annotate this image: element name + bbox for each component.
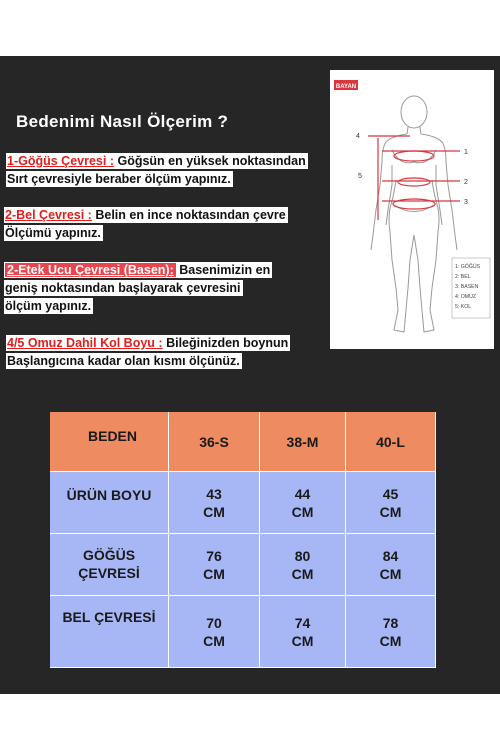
instruction-2-text-1: Belin en ince noktasından çevre	[95, 208, 286, 222]
cell-value: 80	[294, 547, 311, 564]
table-cell	[260, 534, 346, 596]
legend-item-3: 3: BASEN	[455, 284, 479, 290]
page-title: Bedenimi Nasıl Ölçerim ?	[16, 112, 229, 131]
cell-unit: CM	[291, 503, 314, 520]
cell-unit: CM	[379, 503, 402, 520]
instruction-2-label: 2-Bel Çevresi :	[5, 208, 92, 222]
badge-text: BAYAN	[335, 84, 357, 90]
cell-value: 84	[382, 547, 399, 564]
row-label-line-1: GÖĞÜS	[82, 547, 136, 563]
table-cell	[169, 472, 260, 534]
body-measurement-figure	[330, 70, 494, 349]
marker-2: 2	[464, 179, 468, 186]
instruction-1-label: 1-Göğüs Çevresi :	[7, 154, 114, 168]
table-cell	[346, 472, 436, 534]
cell-unit: CM	[379, 565, 402, 582]
size-table	[50, 412, 436, 668]
instruction-4-line-1	[6, 335, 290, 351]
marker-5: 5	[358, 173, 362, 180]
instruction-1-text-1: Göğsün en yüksek noktasından	[117, 154, 306, 168]
row-label-gogus-cevresi	[50, 534, 169, 596]
row-label-urun-boyu: ÜRÜN BOYU	[50, 472, 169, 534]
waist-ring	[398, 178, 430, 186]
header-size-38-m: 38-M	[260, 412, 346, 472]
table-cell	[260, 472, 346, 534]
cell-value: 43	[206, 485, 222, 502]
table-cell	[346, 596, 436, 668]
instruction-3-text-1: Basenimizin en	[179, 263, 271, 277]
header-size-36-s: 36-S	[169, 412, 260, 472]
instruction-2-text-2: Ölçümü yapınız.	[5, 226, 101, 240]
cell-unit: CM	[291, 632, 314, 649]
marker-3: 3	[464, 199, 468, 206]
legend-item-1: 1: GÖĞÜS	[455, 264, 481, 270]
table-cell	[260, 596, 346, 668]
instruction-3-line-1	[4, 262, 272, 278]
cell-value: 74	[294, 614, 311, 631]
legend-item-2: 2: BEL	[455, 274, 471, 280]
arm-inner	[386, 165, 442, 225]
marker-4: 4	[356, 133, 360, 140]
right-leg-outline	[414, 180, 439, 332]
table-cell	[346, 534, 436, 596]
marker-1: 1	[464, 149, 468, 156]
instruction-1-line-1	[6, 153, 308, 169]
instruction-2-line-1	[4, 207, 288, 223]
chest-ring	[394, 151, 434, 161]
instruction-4-text-2: Başlangıcına kadar olan kısmı ölçünüz.	[7, 354, 240, 368]
table-cell	[169, 534, 260, 596]
cell-value: 76	[206, 547, 222, 564]
cell-unit: CM	[203, 503, 225, 520]
cell-unit: CM	[203, 565, 225, 582]
instruction-3-label: 2-Etek Ucu Çevresi (Basen):	[7, 263, 174, 277]
head-outline	[401, 96, 427, 128]
row-label-bel-cevresi: BEL ÇEVRESİ	[50, 596, 169, 668]
cell-unit: CM	[203, 632, 225, 649]
cell-unit: CM	[379, 632, 402, 649]
header-size-40-l: 40-L	[346, 412, 436, 472]
cell-unit: CM	[291, 565, 314, 582]
instruction-3-text-2: geniş noktasından başlayarak çevresini	[5, 281, 241, 295]
instruction-1-text-2: Sırt çevresiyle beraber ölçüm yapınız.	[7, 172, 231, 186]
body-outline-drawing	[330, 70, 494, 349]
cell-value: 44	[294, 485, 311, 502]
instruction-3-text-3: ölçüm yapınız.	[5, 299, 92, 313]
cell-value: 45	[382, 485, 399, 502]
table-cell	[169, 596, 260, 668]
cell-value: 78	[382, 614, 399, 631]
row-label-line-2: ÇEVRESİ	[78, 565, 140, 581]
legend-item-5: 5: KOL	[455, 304, 472, 310]
cell-value: 70	[206, 614, 222, 631]
instruction-4-text-1: Bileğinizden boynun	[166, 336, 289, 350]
instruction-4-label: 4/5 Omuz Dahil Kol Boyu :	[7, 336, 163, 350]
left-leg-outline	[389, 180, 414, 332]
legend-item-4: 4: OMUZ	[455, 294, 477, 300]
header-beden: BEDEN	[50, 412, 169, 472]
